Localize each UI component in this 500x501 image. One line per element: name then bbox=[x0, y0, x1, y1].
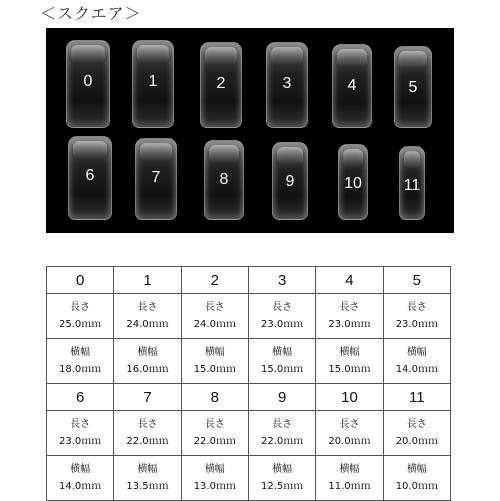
length-cell bbox=[383, 411, 450, 456]
width-label: 横幅 bbox=[204, 464, 225, 475]
size-table bbox=[46, 266, 451, 501]
width-cell bbox=[248, 339, 315, 384]
nail-tip-number: 11 bbox=[403, 177, 421, 194]
width-cell bbox=[181, 339, 248, 384]
nail-tip-number: 9 bbox=[285, 173, 295, 190]
nail-tip-4 bbox=[332, 44, 372, 128]
length-cell bbox=[248, 411, 315, 456]
length-label: 長さ bbox=[70, 419, 91, 430]
length-value: 22.0ｍｍ bbox=[126, 436, 169, 447]
nail-tips-photo bbox=[46, 28, 454, 233]
width-cell bbox=[181, 456, 248, 501]
width-row bbox=[47, 456, 451, 501]
width-cell bbox=[47, 339, 114, 384]
size-number-row bbox=[47, 267, 451, 294]
nail-tip-number: 10 bbox=[344, 175, 362, 192]
width-label: 横幅 bbox=[70, 347, 91, 358]
length-value: 23.0ｍｍ bbox=[395, 319, 438, 330]
width-value: 18.0ｍｍ bbox=[59, 364, 102, 375]
width-label: 横幅 bbox=[137, 347, 158, 358]
width-cell bbox=[114, 456, 181, 501]
nail-tip-2 bbox=[200, 42, 242, 128]
width-cell bbox=[383, 339, 450, 384]
width-label: 横幅 bbox=[70, 464, 91, 475]
length-cell bbox=[181, 411, 248, 456]
width-value: 13.5ｍｍ bbox=[126, 481, 169, 492]
length-value: 25.0ｍｍ bbox=[59, 319, 102, 330]
length-row bbox=[47, 294, 451, 339]
size-number-cell: 7 bbox=[114, 384, 181, 411]
nail-tip-7 bbox=[135, 138, 177, 220]
length-value: 22.0ｍｍ bbox=[261, 436, 304, 447]
width-cell bbox=[316, 339, 383, 384]
nail-tip-number: 8 bbox=[219, 171, 229, 188]
nail-tip-number: 0 bbox=[83, 73, 93, 90]
length-label: 長さ bbox=[272, 302, 293, 313]
length-row bbox=[47, 411, 451, 456]
length-value: 22.0ｍｍ bbox=[193, 436, 236, 447]
width-label: 横幅 bbox=[272, 464, 293, 475]
length-label: 長さ bbox=[272, 419, 293, 430]
width-row bbox=[47, 339, 451, 384]
section-title: ＜スクエア＞ bbox=[40, 4, 142, 23]
width-value: 14.0ｍｍ bbox=[395, 364, 438, 375]
length-label: 長さ bbox=[137, 302, 158, 313]
width-label: 横幅 bbox=[406, 347, 427, 358]
width-cell bbox=[383, 456, 450, 501]
length-value: 20.0ｍｍ bbox=[395, 436, 438, 447]
width-value: 13.0ｍｍ bbox=[193, 481, 236, 492]
nail-tip-number: 6 bbox=[85, 167, 95, 184]
nail-tip-number: 3 bbox=[282, 75, 292, 92]
length-cell bbox=[248, 294, 315, 339]
nail-tip-1 bbox=[132, 40, 174, 128]
nail-tip-3 bbox=[266, 42, 308, 128]
length-cell bbox=[47, 294, 114, 339]
size-number-cell: 3 bbox=[248, 267, 315, 294]
nail-tip-number: 7 bbox=[151, 169, 161, 186]
width-value: 15.0ｍｍ bbox=[193, 364, 236, 375]
nail-tip-0 bbox=[66, 40, 110, 128]
nail-tip-number: 2 bbox=[216, 75, 226, 92]
size-number-cell: 5 bbox=[383, 267, 450, 294]
size-number-cell: 0 bbox=[47, 267, 114, 294]
width-label: 横幅 bbox=[339, 347, 360, 358]
width-value: 10.0ｍｍ bbox=[395, 481, 438, 492]
length-cell bbox=[316, 294, 383, 339]
length-label: 長さ bbox=[406, 419, 427, 430]
width-cell bbox=[114, 339, 181, 384]
nail-tip-10 bbox=[338, 144, 368, 220]
width-value: 11.0ｍｍ bbox=[328, 481, 371, 492]
length-value: 23.0ｍｍ bbox=[59, 436, 102, 447]
size-number-cell: 6 bbox=[47, 384, 114, 411]
length-cell bbox=[47, 411, 114, 456]
size-number-cell: 4 bbox=[316, 267, 383, 294]
width-cell bbox=[316, 456, 383, 501]
width-label: 横幅 bbox=[137, 464, 158, 475]
length-value: 24.0ｍｍ bbox=[193, 319, 236, 330]
size-number-cell: 9 bbox=[248, 384, 315, 411]
width-value: 16.0ｍｍ bbox=[126, 364, 169, 375]
nail-tip-number: 4 bbox=[347, 77, 357, 94]
size-number-cell: 8 bbox=[181, 384, 248, 411]
length-label: 長さ bbox=[406, 302, 427, 313]
length-cell bbox=[181, 294, 248, 339]
length-label: 長さ bbox=[204, 419, 225, 430]
length-value: 20.0ｍｍ bbox=[328, 436, 371, 447]
width-cell bbox=[248, 456, 315, 501]
size-number-cell: 11 bbox=[383, 384, 450, 411]
length-label: 長さ bbox=[339, 419, 360, 430]
length-cell bbox=[316, 411, 383, 456]
nail-tip-number: 5 bbox=[408, 79, 418, 96]
length-cell bbox=[114, 411, 181, 456]
size-number-cell: 2 bbox=[181, 267, 248, 294]
length-label: 長さ bbox=[339, 302, 360, 313]
width-value: 15.0ｍｍ bbox=[261, 364, 304, 375]
nail-tip-6 bbox=[68, 136, 112, 220]
width-value: 12.5ｍｍ bbox=[261, 481, 304, 492]
width-label: 横幅 bbox=[204, 347, 225, 358]
width-value: 14.0ｍｍ bbox=[59, 481, 102, 492]
width-value: 15.0ｍｍ bbox=[328, 364, 371, 375]
length-label: 長さ bbox=[204, 302, 225, 313]
length-label: 長さ bbox=[137, 419, 158, 430]
length-cell bbox=[383, 294, 450, 339]
nail-tip-5 bbox=[394, 46, 432, 128]
width-label: 横幅 bbox=[406, 464, 427, 475]
length-value: 24.0ｍｍ bbox=[126, 319, 169, 330]
length-label: 長さ bbox=[70, 302, 91, 313]
width-label: 横幅 bbox=[339, 464, 360, 475]
nail-tip-number: 1 bbox=[148, 73, 158, 90]
width-label: 横幅 bbox=[272, 347, 293, 358]
length-value: 23.0ｍｍ bbox=[261, 319, 304, 330]
length-cell bbox=[114, 294, 181, 339]
nail-tip-11 bbox=[399, 146, 425, 220]
length-value: 23.0ｍｍ bbox=[328, 319, 371, 330]
nail-tip-8 bbox=[204, 140, 244, 220]
size-number-cell: 1 bbox=[114, 267, 181, 294]
size-number-cell: 10 bbox=[316, 384, 383, 411]
nail-tip-9 bbox=[272, 142, 308, 220]
width-cell bbox=[47, 456, 114, 501]
size-number-row bbox=[47, 384, 451, 411]
